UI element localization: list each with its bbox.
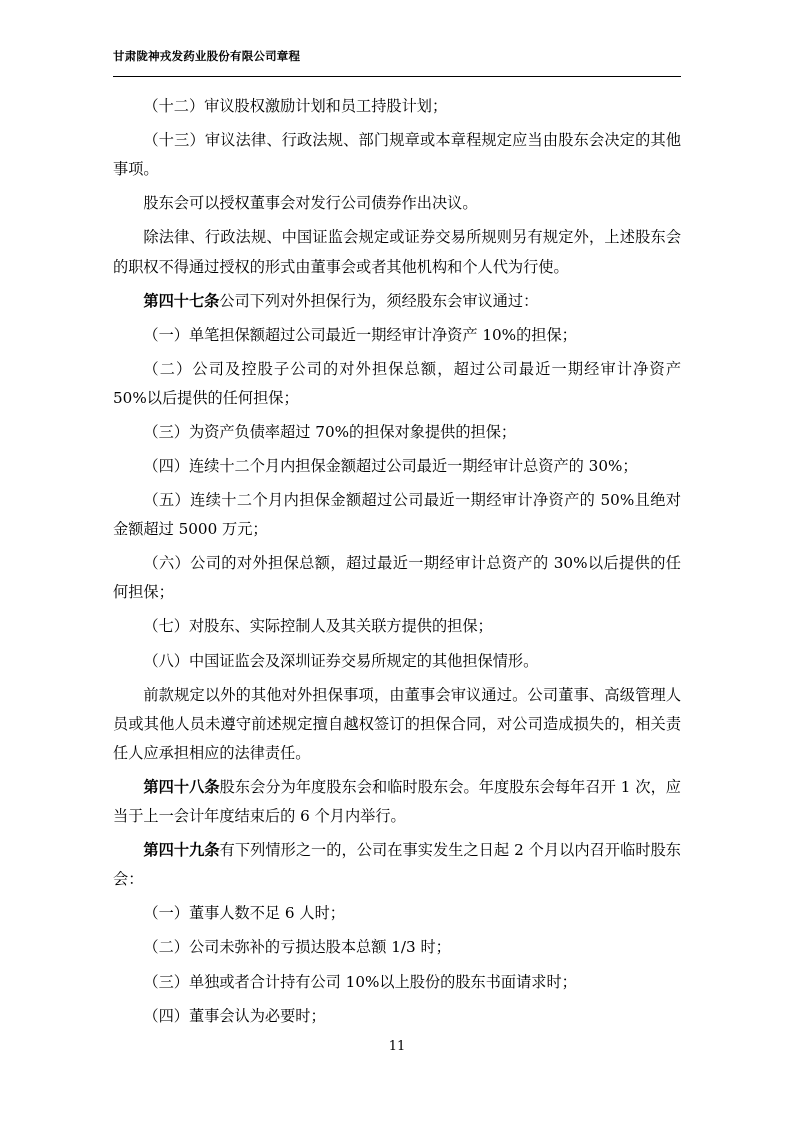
page-number: 11 [388,1039,406,1054]
paragraph: （二）公司未弥补的亏损达股本总额 1/3 时； [143,938,451,957]
article-paragraph [113,773,681,831]
paragraph: （十二）审议股权激励计划和员工持股计划； [143,97,448,115]
paragraph: （三）为资产负债率超过 70%的担保对象提供的担保； [143,422,517,441]
paragraph: （四）连续十二个月内担保金额超过公司最近一期经审计总资产的 30%； [143,456,638,475]
article-label: 第四十八条 [143,777,220,796]
paragraph: （六）公司的对外担保总额，超过最近一期经审计总资产的 30%以后提供的任何担保； [113,554,681,602]
paragraph: 除法律、行政法规、中国证监会规定或证券交易所规则另有规定外，上述股东会的职权不得通过授权的形式由董事会或者其他机构和个人代为行使。 [113,228,681,276]
article-text: 公司下列对外担保行为，须经股东会审议通过： [219,291,539,310]
paragraph: （十三）审议法律、行政法规、部门规章或本章程规定应当由股东会决定的其他事项。 [113,131,681,179]
paragraph: （三）单独或者合计持有公司 10%以上股份的股东书面请求时； [143,972,577,991]
paragraph: （一）单笔担保额超过公司最近一期经审计净资产 10%的担保； [143,325,577,344]
paragraph: （一）董事人数不足 6 人时； [143,904,345,923]
article-paragraph [113,287,681,316]
page-header-title: 甘肃陇神戎发药业股份有限公司章程 [113,49,301,63]
article-paragraph [113,836,681,894]
header-divider [113,76,681,77]
paragraph: （四）董事会认为必要时； [143,1006,326,1025]
paragraph: （七）对股东、实际控制人及其关联方提供的担保； [143,617,493,636]
paragraph: （八）中国证监会及深圳证券交易所规定的其他担保情形。 [143,651,539,670]
paragraph: （二）公司及控股子公司的对外担保总额，超过公司最近一期经审计净资产 50%以后提供的任何担保； [113,359,681,407]
article-label: 第四十七条 [143,291,220,310]
document-body [113,92,681,1036]
article-text: 股东会分为年度股东会和临时股东会。年度股东会每年召开 1 次，应当于上一会计年度结束后的 6 个月内举行。 [113,777,681,826]
article-label: 第四十九条 [143,841,220,860]
paragraph: 股东会可以授权董事会对发行公司债券作出决议。 [143,194,478,213]
article-text: 有下列情形之一的，公司在事实发生之日起 2 个月以内召开临时股东会： [113,841,681,889]
paragraph: 前款规定以外的其他对外担保事项，由董事会审议通过。公司董事、高级管理人员或其他人员未遵守前述规定擅自越权签订的担保合同，对公司造成损失的，相关责任人应承担相应的法律责任。 [113,685,681,762]
paragraph: （五）连续十二个月内担保金额超过公司最近一期经审计净资产的 50%且绝对金额超过 5000 万元； [113,490,681,539]
